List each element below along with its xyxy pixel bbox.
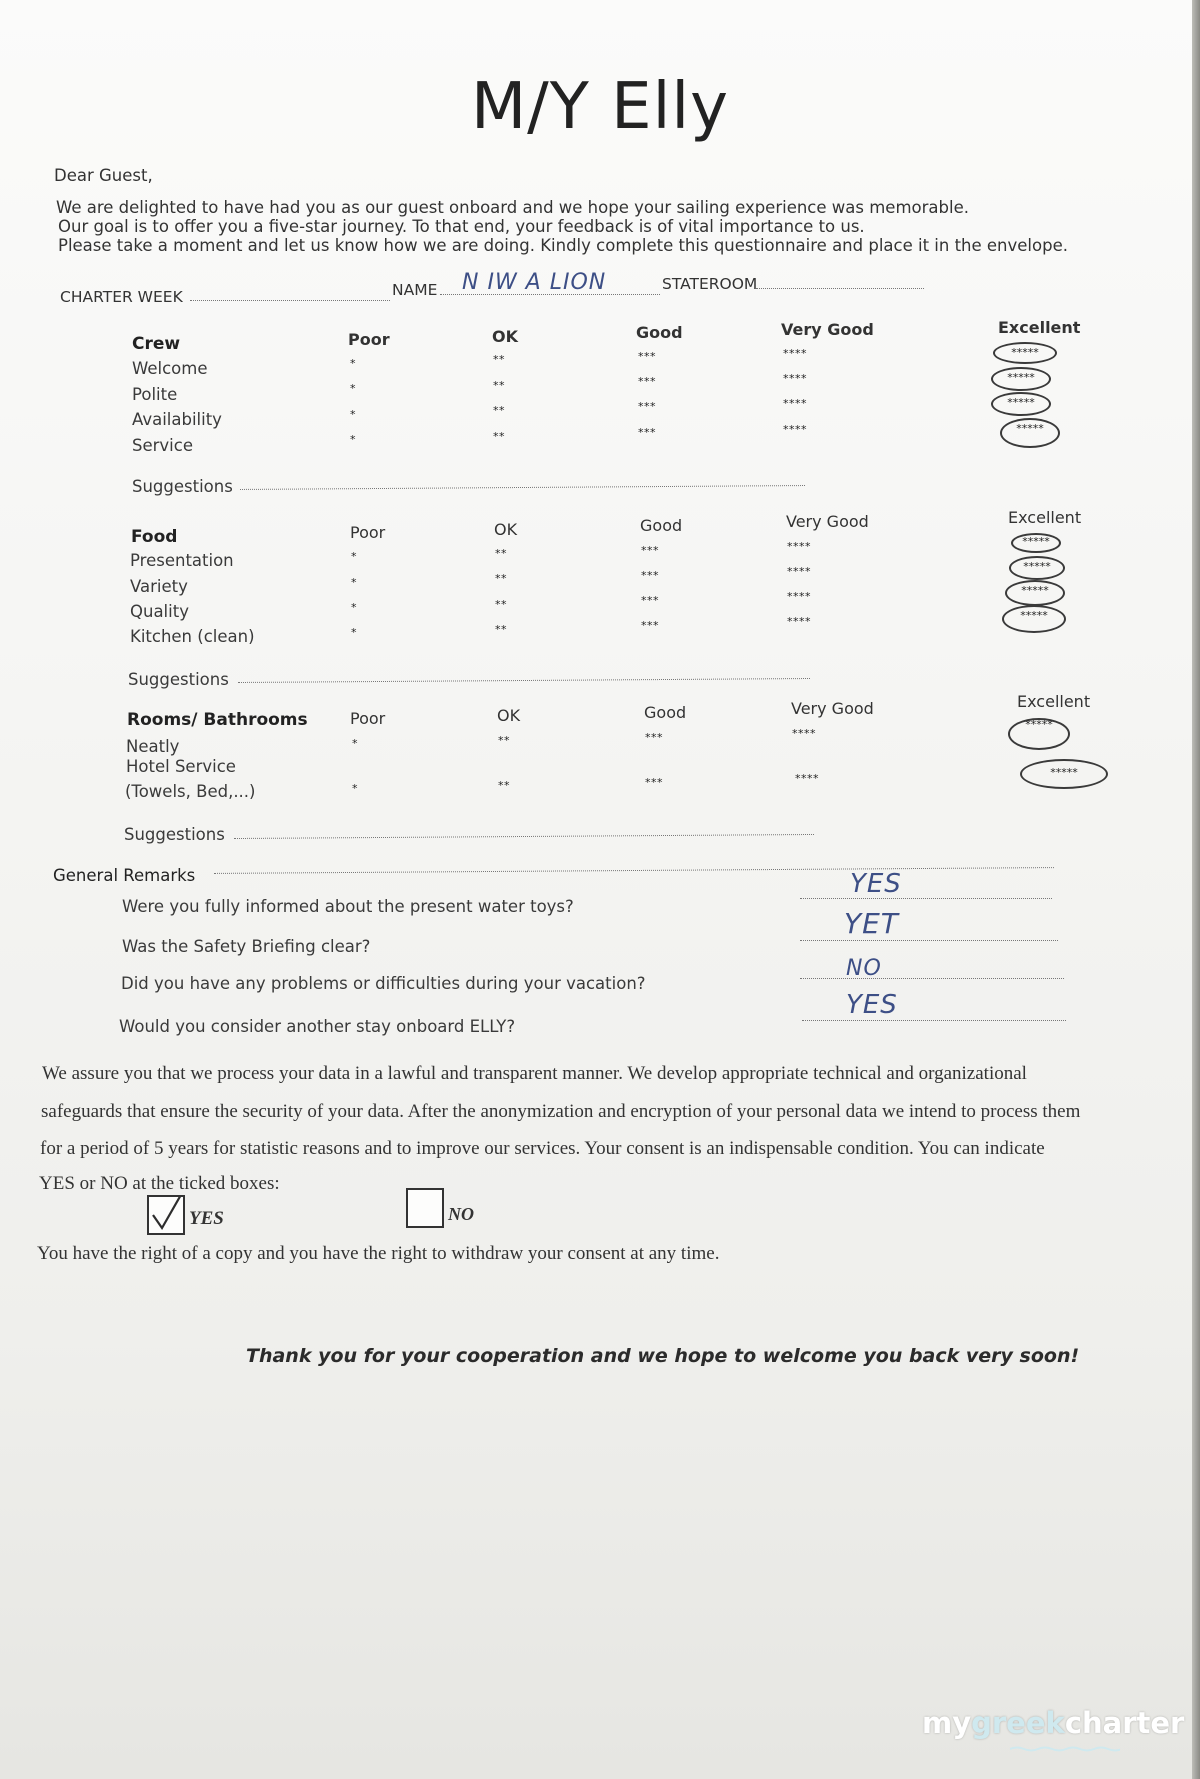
crew-col-ok: OK <box>492 327 518 346</box>
rooms-row-hotel-service: Hotel Service <box>126 757 236 776</box>
question-problems: Did you have any problems or difficulties during your vacation? <box>121 974 646 993</box>
food-col-poor: Poor <box>350 523 386 542</box>
food-col-ok: OK <box>494 520 518 539</box>
paper-edge <box>1192 0 1200 1779</box>
rooms-towels-ok[interactable]: ** <box>498 779 510 792</box>
rooms-neatly-ok[interactable]: ** <box>498 734 510 747</box>
crew-welcome-ok[interactable]: ** <box>493 353 505 366</box>
food-col-excellent: Excellent <box>1008 508 1082 527</box>
food-variety-very-good[interactable]: **** <box>787 565 811 578</box>
rooms-row-neatly: Neatly <box>126 737 180 756</box>
rooms-row-towels-bed: (Towels, Bed,...) <box>125 782 256 801</box>
crew-service-very-good[interactable]: **** <box>783 423 807 436</box>
rooms-towels-poor[interactable]: * <box>352 782 358 795</box>
crew-suggestions-label: Suggestions <box>132 477 233 496</box>
rooms-col-ok: OK <box>497 706 521 725</box>
crew-service-poor[interactable]: * <box>350 433 356 446</box>
answer-field-another-stay[interactable] <box>802 1020 1066 1021</box>
rooms-neatly-good[interactable]: *** <box>645 731 663 744</box>
food-variety-excellent-circled[interactable]: ***** <box>1009 556 1065 580</box>
food-quality-very-good[interactable]: **** <box>787 590 811 603</box>
stateroom-field[interactable] <box>756 288 924 289</box>
rooms-neatly-excellent-circled[interactable]: ***** <box>1008 718 1070 750</box>
food-suggestions-label: Suggestions <box>128 670 229 689</box>
crew-heading: Crew <box>132 334 181 354</box>
privacy-line-4: YES or NO at the ticked boxes: <box>39 1173 280 1194</box>
food-quality-poor[interactable]: * <box>351 601 357 614</box>
crew-service-good[interactable]: *** <box>638 426 656 439</box>
intro-line-3: Please take a moment and let us know how we are doing. Kindly complete this questionnaire and place it in the envelope. <box>58 236 1068 255</box>
food-kitchen-good[interactable]: *** <box>641 619 659 632</box>
answer-field-water-toys[interactable] <box>800 898 1052 899</box>
food-presentation-poor[interactable]: * <box>351 550 357 563</box>
crew-row-availability: Availability <box>132 410 222 429</box>
general-remarks-label: General Remarks <box>53 866 196 885</box>
food-variety-poor[interactable]: * <box>351 576 357 589</box>
food-quality-good[interactable]: *** <box>641 594 659 607</box>
rooms-towels-excellent-circled[interactable]: ***** <box>1020 759 1108 789</box>
crew-availability-good[interactable]: *** <box>638 400 656 413</box>
question-safety-briefing: Was the Safety Briefing clear? <box>122 937 371 956</box>
intro-line-1: We are delighted to have had you as our guest onboard and we hope your sailing experience was memorable. <box>56 198 969 217</box>
consent-yes-label: YES <box>189 1208 224 1229</box>
logo-part-my: my <box>922 1706 972 1740</box>
stateroom-label: STATEROOM <box>662 275 758 293</box>
food-presentation-ok[interactable]: ** <box>495 547 507 560</box>
food-presentation-excellent-circled[interactable]: ***** <box>1011 533 1061 553</box>
crew-row-service: Service <box>132 436 193 455</box>
rooms-col-very-good: Very Good <box>791 699 874 718</box>
answer-water-toys: YES <box>850 869 902 899</box>
crew-availability-ok[interactable]: ** <box>493 404 505 417</box>
food-presentation-very-good[interactable]: **** <box>787 540 811 553</box>
charter-week-label: CHARTER WEEK <box>60 288 183 306</box>
food-heading: Food <box>131 527 178 547</box>
crew-availability-poor[interactable]: * <box>350 408 356 421</box>
checkmark-icon <box>149 1197 183 1233</box>
crew-availability-excellent-circled[interactable]: ***** <box>991 392 1051 416</box>
crew-welcome-good[interactable]: *** <box>638 350 656 363</box>
rooms-suggestions-label: Suggestions <box>124 825 225 844</box>
answer-another-stay: YES <box>846 990 898 1020</box>
logo-part-greek: greek <box>971 1706 1065 1740</box>
food-row-variety: Variety <box>130 577 188 596</box>
privacy-line-3: for a period of 5 years for statistic reasons and to improve our services. Your consent is an indispensable condition. You can indicate <box>40 1138 1045 1159</box>
rooms-col-good: Good <box>644 703 687 722</box>
crew-col-very-good: Very Good <box>781 320 874 339</box>
food-row-presentation: Presentation <box>130 551 234 570</box>
question-water-toys: Were you fully informed about the present water toys? <box>122 897 574 916</box>
rooms-neatly-poor[interactable]: * <box>352 737 358 750</box>
crew-availability-very-good[interactable]: **** <box>783 397 807 410</box>
intro-line-2: Our goal is to offer you a five-star journey. To that end, your feedback is of vital importance to us. <box>58 217 865 236</box>
food-kitchen-very-good[interactable]: **** <box>787 615 811 628</box>
crew-col-poor: Poor <box>348 330 390 349</box>
name-label: NAME <box>392 281 438 299</box>
crew-welcome-excellent-circled[interactable]: ***** <box>993 342 1057 364</box>
privacy-line-1: We assure you that we process your data in a lawful and transparent manner. We develop appropriate technical and organizational <box>42 1063 1027 1084</box>
consent-yes-checkbox[interactable] <box>147 1195 185 1235</box>
page-title: M/Y Elly <box>470 70 730 144</box>
crew-polite-ok[interactable]: ** <box>493 379 505 392</box>
answer-field-safety-briefing[interactable] <box>800 940 1058 941</box>
answer-problems: NO <box>846 956 882 981</box>
answer-field-problems[interactable] <box>800 978 1064 979</box>
crew-row-polite: Polite <box>132 385 178 404</box>
food-col-very-good: Very Good <box>786 512 869 531</box>
crew-polite-good[interactable]: *** <box>638 375 656 388</box>
food-quality-excellent-circled[interactable]: ***** <box>1005 580 1065 606</box>
rooms-neatly-very-good[interactable]: **** <box>792 727 816 740</box>
rooms-col-excellent: Excellent <box>1017 692 1091 711</box>
name-handwritten: N IW A LION <box>462 270 607 295</box>
food-variety-ok[interactable]: ** <box>495 572 507 585</box>
question-another-stay: Would you consider another stay onboard ELLY? <box>119 1017 516 1036</box>
food-row-kitchen: Kitchen (clean) <box>130 627 255 646</box>
food-col-good: Good <box>640 516 683 535</box>
food-kitchen-ok[interactable]: ** <box>495 623 507 636</box>
rooms-towels-good[interactable]: *** <box>645 776 663 789</box>
rights-text: You have the right of a copy and you have the right to withdraw your consent at any time. <box>37 1243 720 1264</box>
consent-no-label: NO <box>448 1204 474 1224</box>
rooms-col-poor: Poor <box>350 709 386 728</box>
logo-part-charter: charter <box>1064 1706 1185 1740</box>
crew-service-ok[interactable]: ** <box>493 430 505 443</box>
crew-welcome-poor[interactable]: * <box>350 357 356 370</box>
crew-service-excellent-circled[interactable]: ***** <box>1000 418 1060 448</box>
thank-you-message: Thank you for your cooperation and we hope to welcome you back very soon! <box>246 1345 1080 1367</box>
crew-polite-poor[interactable]: * <box>350 382 356 395</box>
crew-polite-very-good[interactable]: **** <box>783 372 807 385</box>
rooms-towels-very-good[interactable]: **** <box>795 772 819 785</box>
logo-wave-icon <box>1010 1746 1120 1752</box>
food-row-quality: Quality <box>130 602 189 621</box>
crew-welcome-very-good[interactable]: **** <box>783 347 807 360</box>
charter-week-field[interactable] <box>190 300 390 301</box>
food-kitchen-poor[interactable]: * <box>351 626 357 639</box>
crew-polite-excellent-circled[interactable]: ***** <box>991 367 1051 391</box>
food-kitchen-excellent-circled[interactable]: ***** <box>1002 605 1066 633</box>
food-presentation-good[interactable]: *** <box>641 544 659 557</box>
privacy-line-2: safeguards that ensure the security of your data. After the anonymization and encryption of your personal data we intend to process them <box>41 1101 1081 1122</box>
crew-col-good: Good <box>636 323 683 342</box>
consent-no-checkbox[interactable] <box>406 1188 444 1228</box>
greeting: Dear Guest, <box>54 166 153 185</box>
food-quality-ok[interactable]: ** <box>495 598 507 611</box>
crew-row-welcome: Welcome <box>132 359 208 378</box>
mygreekcharter-logo <box>922 1706 1184 1740</box>
answer-safety-briefing: YET <box>844 907 899 940</box>
crew-col-excellent: Excellent <box>998 318 1081 337</box>
rooms-heading: Rooms/ Bathrooms <box>127 710 308 730</box>
food-variety-good[interactable]: *** <box>641 569 659 582</box>
